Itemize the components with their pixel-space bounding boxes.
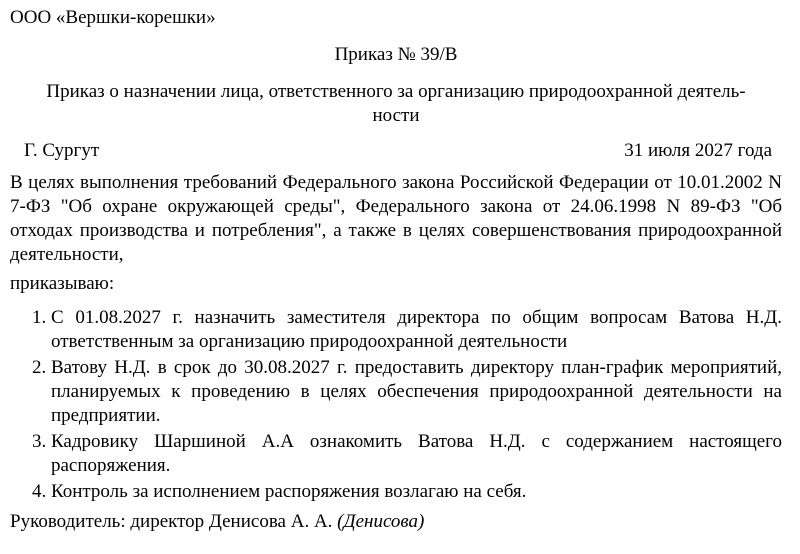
order-item [10, 306, 782, 354]
place-date-row [10, 139, 782, 167]
order-item-text: Кадровику Шаршиной А.А ознакомить Ватова Н.Д. с содержанием настоящего распоряжения. [51, 431, 782, 476]
signature-line [10, 510, 782, 534]
order-item-number: 1. [32, 307, 47, 328]
order-item-number: 4. [32, 481, 47, 502]
order-item [10, 480, 782, 504]
order-subject-line-1: Приказ о назначении лица, ответственного за организацию природоохранной деятель- [46, 81, 746, 102]
signature-name: (Денисова) [337, 511, 425, 532]
order-item [10, 430, 782, 478]
order-item-number: 3. [32, 431, 47, 452]
decree-word: приказываю: [10, 273, 115, 294]
order-date: 31 июля 2027 года [624, 140, 772, 161]
document-page [10, 6, 782, 534]
order-subject-line-2: ности [372, 105, 420, 126]
order-items-list [10, 306, 782, 504]
order-item [10, 356, 782, 428]
organization-name: ООО «Вершки-корешки» [10, 7, 216, 28]
order-item-text: С 01.08.2027 г. назначить заместителя директора по общим вопросам Ватова Н.Д. ответственным за организацию природоохранной деятельности [51, 307, 782, 352]
signature-label: Руководитель: директор Денисова А. А. [10, 511, 333, 532]
preamble-paragraph: В целях выполнения требований Федерального закона Российской Федерации от 10.01.2002 N 7-ФЗ "Об охране окружающей среды", Федерального закона от 24.06.1998 N 89-ФЗ "Об отходах производства и потребления", а также в целях совершенствования природоохранной деятельности, [10, 172, 782, 265]
order-item-text: Контроль за исполнением распоряжения возлагаю на себя. [51, 481, 527, 502]
order-subject [10, 80, 782, 128]
order-item-number: 2. [32, 357, 47, 378]
order-title: Приказ № 39/В [334, 44, 458, 65]
order-item-text: Ватову Н.Д. в срок до 30.08.2027 г. предоставить директору план-график мероприятий, планируемых к проведению в целях обеспечения природоохранной деятельности на предприятии. [51, 357, 782, 426]
city: Г. Сургут [24, 140, 100, 161]
